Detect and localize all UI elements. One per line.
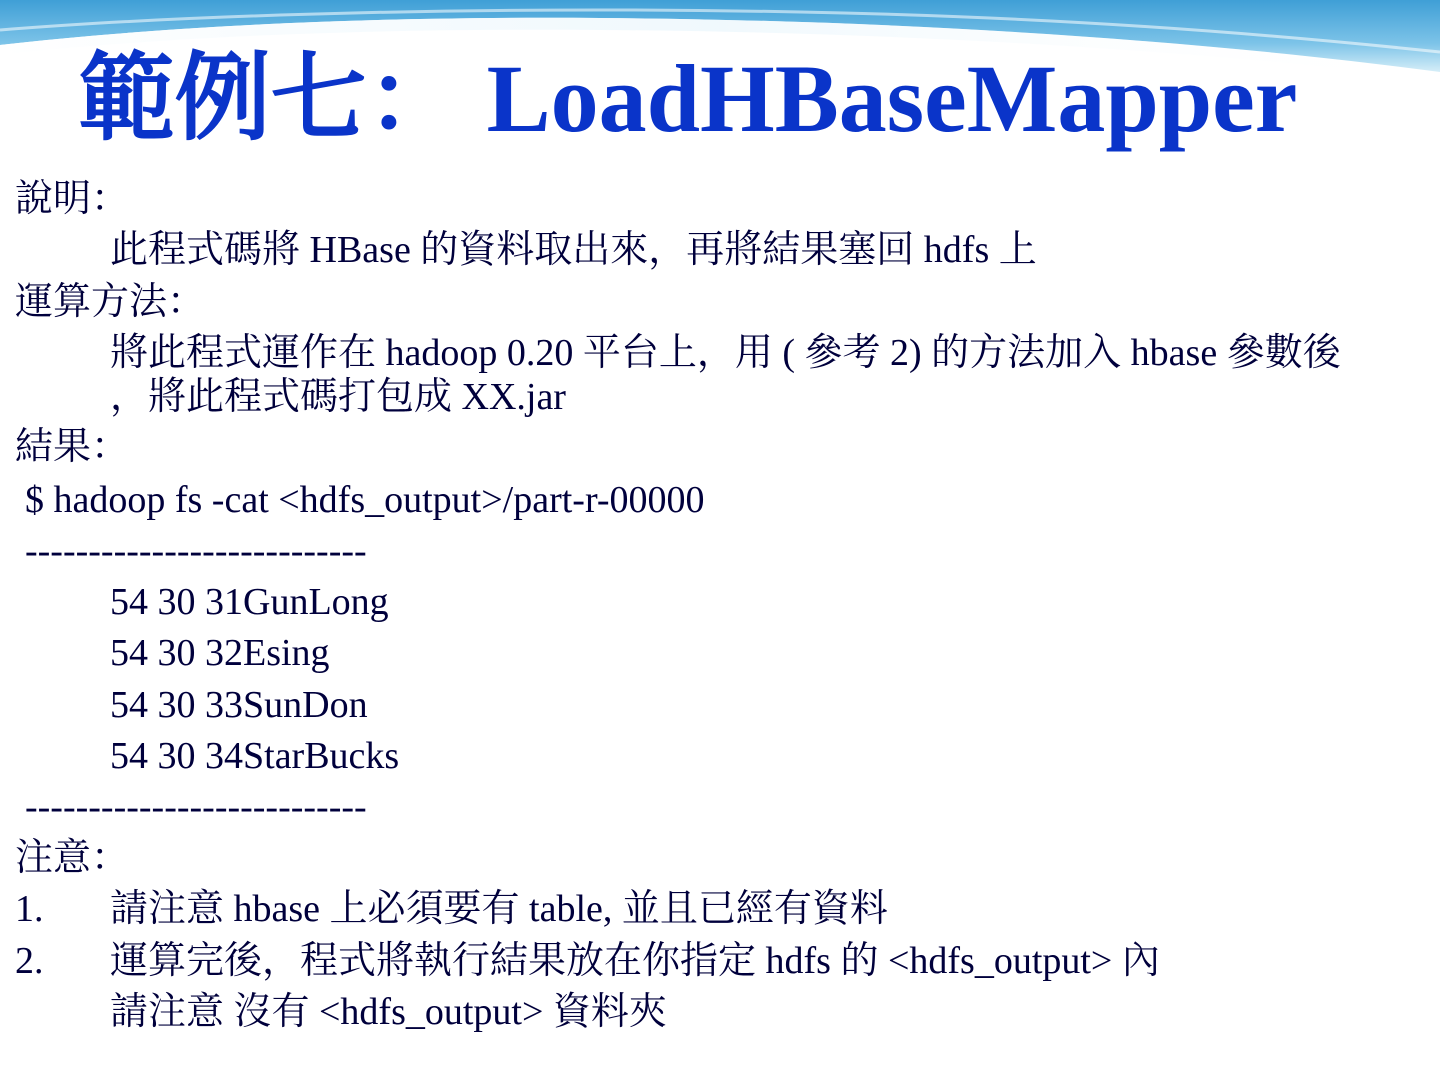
note-text: 請注意 hbase 上必須要有 table, 並且已經有資料 bbox=[110, 888, 888, 930]
description-text: 此程式碼將 HBase 的資料取出來，再將結果塞回 hdfs 上 bbox=[110, 229, 1037, 271]
method-text-line-1: 將此程式運作在 hadoop 0.20 平台上，用 ( 參考 2) 的方法加入 hbase 參數後 bbox=[110, 332, 1341, 374]
note-number: 2. bbox=[15, 940, 44, 982]
command-line: $ hadoop fs -cat <hdfs_output>/part-r-00000 bbox=[25, 479, 705, 521]
output-row: 54 30 32Esing bbox=[110, 632, 330, 674]
note-heading: 注意： bbox=[15, 837, 130, 879]
note-text: 運算完後，程式將執行結果放在你指定 hdfs 的 <hdfs_output> 內 bbox=[110, 940, 1160, 982]
method-text-line-2: ，將此程式碼打包成 XX.jar bbox=[110, 376, 566, 418]
page-title: 範例七： LoadHBaseMapper bbox=[78, 45, 1298, 152]
output-row: 54 30 34StarBucks bbox=[110, 735, 400, 777]
result-heading: 結果： bbox=[15, 426, 130, 468]
output-row: 54 30 31GunLong bbox=[110, 581, 389, 623]
method-heading: 運算方法： bbox=[15, 281, 206, 323]
note-number: 1. bbox=[15, 888, 44, 930]
output-row: 54 30 33SunDon bbox=[110, 684, 368, 726]
divider-top: --------------------------- bbox=[25, 530, 367, 572]
divider-bottom: --------------------------- bbox=[25, 786, 367, 828]
description-heading: 說明： bbox=[15, 178, 130, 220]
note-extra-text: 請注意 沒有 <hdfs_output> 資料夾 bbox=[110, 991, 667, 1033]
